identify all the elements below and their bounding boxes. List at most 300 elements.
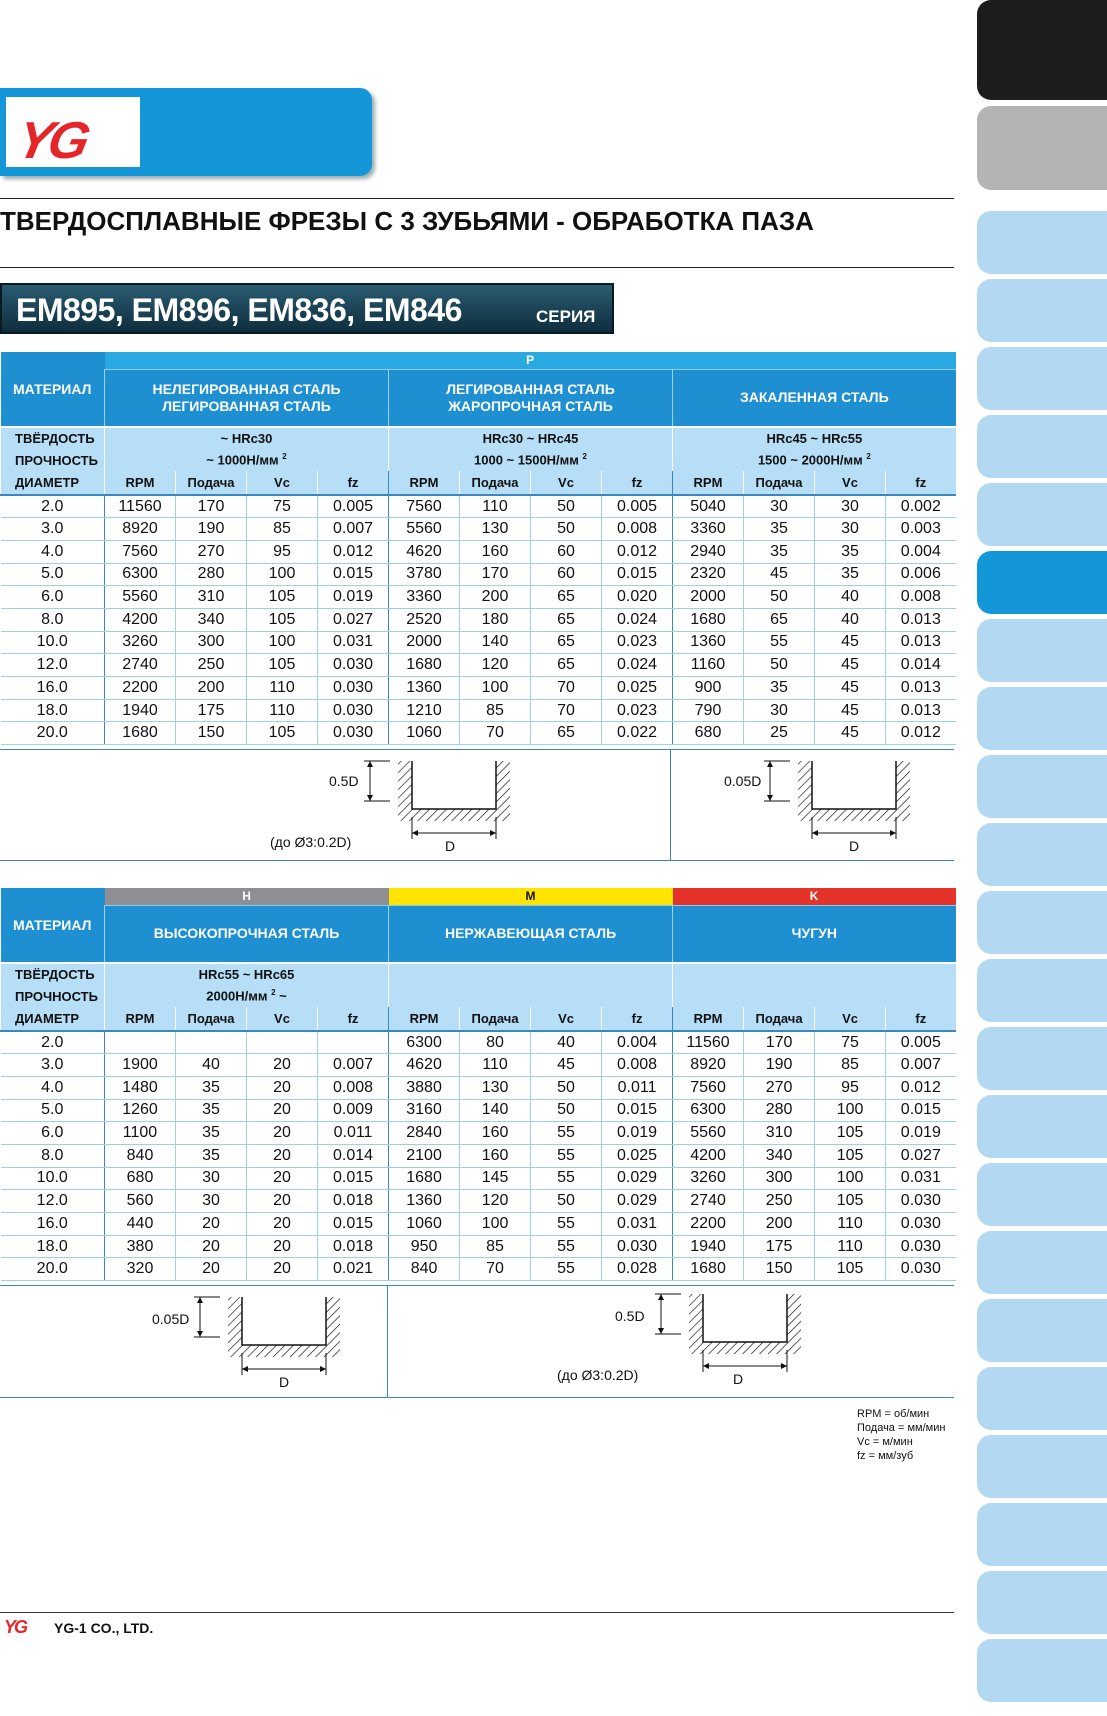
depth-label-4: 0.5D	[615, 1308, 645, 1324]
value-cell: 300	[176, 631, 247, 654]
value-cell: 105	[247, 722, 318, 745]
diameter-cell: 10.0	[1, 631, 105, 654]
value-cell: 340	[176, 608, 247, 631]
value-cell: 40	[815, 608, 886, 631]
table-row	[1, 677, 956, 700]
value-cell: 0.019	[886, 1122, 956, 1145]
side-tab[interactable]	[977, 551, 1107, 614]
value-cell: 2320	[673, 563, 744, 586]
value-cell: 0.008	[886, 586, 956, 609]
value-cell: 560	[105, 1190, 176, 1213]
value-cell: 2840	[389, 1122, 460, 1145]
side-tab[interactable]	[977, 279, 1107, 342]
value-cell: 70	[460, 722, 531, 745]
table-row	[1, 699, 956, 722]
value-cell: 55	[531, 1235, 602, 1258]
table-row	[1, 1122, 956, 1145]
value-cell: 2940	[673, 540, 744, 563]
value-cell: 85	[247, 518, 318, 541]
value-cell: 35	[176, 1076, 247, 1099]
diameter-cell: 5.0	[1, 1099, 105, 1122]
value-cell: 75	[247, 495, 318, 518]
column-header-vc: Vc	[531, 471, 602, 495]
value-cell: 5560	[105, 586, 176, 609]
value-cell: 0.003	[886, 518, 956, 541]
value-cell: 0.021	[318, 1258, 389, 1281]
value-cell: 20	[247, 1258, 318, 1281]
table-row	[1, 1144, 956, 1167]
value-cell: 160	[460, 1122, 531, 1145]
value-cell: 100	[815, 1099, 886, 1122]
value-cell: 0.013	[886, 608, 956, 631]
value-cell: 170	[460, 563, 531, 586]
table-row	[1, 722, 956, 745]
value-cell: 0.011	[318, 1122, 389, 1145]
diameter-label: ДИАМЕТР	[1, 1007, 105, 1031]
side-tab[interactable]	[977, 106, 1107, 190]
value-cell: 790	[673, 699, 744, 722]
hardness-1: ~ HRc30	[105, 427, 389, 449]
value-cell: 7560	[105, 540, 176, 563]
side-tab[interactable]	[977, 1163, 1107, 1226]
value-cell: 70	[460, 1258, 531, 1281]
side-tab[interactable]	[977, 347, 1107, 410]
column-header-vc: Vc	[247, 1007, 318, 1031]
material-label-2: МАТЕРИАЛ	[1, 888, 105, 963]
value-cell: 3880	[389, 1076, 460, 1099]
table-row	[1, 1031, 956, 1054]
diagram-divider-2	[387, 1285, 388, 1398]
column-header-fz: fz	[886, 1007, 956, 1031]
value-cell: 4620	[389, 540, 460, 563]
value-cell: 85	[815, 1054, 886, 1077]
value-cell: 1940	[105, 699, 176, 722]
material-group-3: ЗАКАЛЕННАЯ СТАЛЬ	[673, 369, 956, 427]
value-cell: 0.027	[886, 1144, 956, 1167]
value-cell: 40	[531, 1031, 602, 1054]
column-header-rpm: RPM	[389, 1007, 460, 1031]
value-cell: 60	[531, 563, 602, 586]
value-cell: 1210	[389, 699, 460, 722]
category-m: M	[389, 888, 673, 905]
value-cell: 0.013	[886, 631, 956, 654]
column-header-vc: Vc	[247, 471, 318, 495]
column-header-fz: fz	[886, 471, 956, 495]
value-cell: 35	[744, 540, 815, 563]
value-cell: 0.030	[318, 699, 389, 722]
value-cell: 0.029	[602, 1190, 673, 1213]
value-cell: 0.030	[886, 1213, 956, 1236]
category-h: H	[105, 888, 389, 905]
value-cell: 55	[744, 631, 815, 654]
column-header-rpm: RPM	[389, 471, 460, 495]
table-row	[1, 1167, 956, 1190]
value-cell: 6300	[673, 1099, 744, 1122]
value-cell: 35	[744, 518, 815, 541]
value-cell: 320	[105, 1258, 176, 1281]
diameter-cell: 8.0	[1, 1144, 105, 1167]
side-tab[interactable]	[977, 1095, 1107, 1158]
hardness-3: HRc45 ~ HRc55	[673, 427, 956, 449]
value-cell: 65	[531, 722, 602, 745]
value-cell: 160	[460, 540, 531, 563]
value-cell: 160	[460, 1144, 531, 1167]
table-row	[1, 586, 956, 609]
side-tab[interactable]	[977, 1027, 1107, 1090]
side-tab[interactable]	[977, 0, 1107, 100]
table-row	[1, 1258, 956, 1281]
diameter-cell: 18.0	[1, 699, 105, 722]
value-cell: 5560	[673, 1122, 744, 1145]
value-cell: 190	[744, 1054, 815, 1077]
value-cell: 30	[815, 495, 886, 518]
side-tab[interactable]	[977, 1571, 1107, 1634]
value-cell: 105	[247, 586, 318, 609]
value-cell: 100	[247, 563, 318, 586]
value-cell: 0.007	[318, 518, 389, 541]
value-cell: 3260	[105, 631, 176, 654]
diameter-cell: 20.0	[1, 1258, 105, 1281]
value-cell: 1900	[105, 1054, 176, 1077]
side-tab[interactable]	[977, 959, 1107, 1022]
value-cell: 1680	[673, 1258, 744, 1281]
value-cell: 50	[531, 1076, 602, 1099]
value-cell: 110	[247, 677, 318, 700]
value-cell: 0.018	[318, 1190, 389, 1213]
value-cell: 0.012	[602, 540, 673, 563]
table-row	[1, 563, 956, 586]
value-cell: 0.024	[602, 654, 673, 677]
side-tab[interactable]	[977, 1435, 1107, 1498]
value-cell: 85	[460, 699, 531, 722]
value-cell: 5560	[389, 518, 460, 541]
value-cell: 105	[247, 654, 318, 677]
value-cell: 0.030	[318, 677, 389, 700]
strength-3: 1500 ~ 2000Н/мм $^2$	[673, 449, 956, 471]
value-cell: 95	[815, 1076, 886, 1099]
value-cell: 170	[176, 495, 247, 518]
value-cell: 35	[744, 677, 815, 700]
value-cell: 1260	[105, 1099, 176, 1122]
side-tab[interactable]	[977, 1367, 1107, 1430]
value-cell: 2520	[389, 608, 460, 631]
value-cell: 20	[247, 1235, 318, 1258]
value-cell: 0.005	[318, 495, 389, 518]
value-cell: 55	[531, 1144, 602, 1167]
side-tab[interactable]	[977, 823, 1107, 886]
value-cell: 120	[460, 654, 531, 677]
hardness-h: HRc55 ~ HRc65	[105, 963, 389, 985]
footer-rule	[0, 1612, 954, 1613]
value-cell: 20	[176, 1213, 247, 1236]
value-cell: 70	[531, 699, 602, 722]
value-cell: 35	[176, 1099, 247, 1122]
value-cell: 105	[247, 608, 318, 631]
material-group-h: ВЫСОКОПРОЧНАЯ СТАЛЬ	[105, 905, 389, 963]
brand-banner	[0, 88, 372, 176]
value-cell: 0.025	[602, 1144, 673, 1167]
value-cell: 75	[815, 1031, 886, 1054]
column-header-rpm: RPM	[673, 471, 744, 495]
footer-logo: YG	[4, 1617, 27, 1637]
column-header-vc: Vc	[815, 471, 886, 495]
value-cell: 0.030	[318, 654, 389, 677]
value-cell: 150	[176, 722, 247, 745]
value-cell: 1940	[673, 1235, 744, 1258]
value-cell: 1360	[389, 1190, 460, 1213]
value-cell: 0.012	[886, 722, 956, 745]
value-cell: 20	[176, 1258, 247, 1281]
side-tab[interactable]	[977, 619, 1107, 682]
value-cell: 50	[744, 586, 815, 609]
value-cell: 45	[531, 1054, 602, 1077]
value-cell: 680	[105, 1167, 176, 1190]
strength-m	[389, 985, 673, 1007]
width-label-3: D	[279, 1374, 290, 1390]
side-tab[interactable]	[977, 483, 1107, 546]
value-cell: 170	[744, 1031, 815, 1054]
value-cell: 280	[744, 1099, 815, 1122]
value-cell: 0.008	[602, 518, 673, 541]
value-cell: 2740	[673, 1190, 744, 1213]
value-cell: 0.004	[602, 1031, 673, 1054]
diameter-cell: 20.0	[1, 722, 105, 745]
value-cell: 0.020	[602, 586, 673, 609]
value-cell: 0.031	[886, 1167, 956, 1190]
table-row	[1, 1099, 956, 1122]
value-cell: 310	[176, 586, 247, 609]
table-row	[1, 654, 956, 677]
value-cell: 55	[531, 1122, 602, 1145]
depth-label-1: 0.5D	[329, 773, 359, 789]
value-cell: 0.028	[602, 1258, 673, 1281]
value-cell: 7560	[673, 1076, 744, 1099]
value-cell	[105, 1031, 176, 1054]
value-cell: 20	[247, 1213, 318, 1236]
value-cell: 840	[389, 1258, 460, 1281]
diameter-cell: 16.0	[1, 677, 105, 700]
value-cell: 1160	[673, 654, 744, 677]
value-cell: 70	[531, 677, 602, 700]
diameter-cell: 2.0	[1, 495, 105, 518]
table-row	[1, 495, 956, 518]
value-cell: 140	[460, 1099, 531, 1122]
value-cell: 105	[815, 1122, 886, 1145]
value-cell: 25	[744, 722, 815, 745]
value-cell: 50	[744, 654, 815, 677]
value-cell: 0.031	[602, 1213, 673, 1236]
side-tab[interactable]	[977, 415, 1107, 478]
value-cell: 0.025	[602, 677, 673, 700]
table-row	[1, 608, 956, 631]
column-header-rpm: RPM	[105, 471, 176, 495]
diameter-cell: 10.0	[1, 1167, 105, 1190]
diagram-note-4: (до Ø3:0.2D)	[557, 1367, 639, 1383]
value-cell: 20	[247, 1167, 318, 1190]
value-cell: 900	[673, 677, 744, 700]
value-cell: 50	[531, 1099, 602, 1122]
value-cell: 65	[744, 608, 815, 631]
value-cell: 35	[815, 540, 886, 563]
table-row	[1, 631, 956, 654]
value-cell: 45	[815, 631, 886, 654]
value-cell: 105	[815, 1258, 886, 1281]
hardness-k	[673, 963, 956, 985]
diameter-cell: 4.0	[1, 1076, 105, 1099]
value-cell: 1360	[673, 631, 744, 654]
value-cell: 200	[460, 586, 531, 609]
value-cell: 2200	[105, 677, 176, 700]
series-word: СЕРИЯ	[536, 307, 596, 326]
value-cell: 85	[460, 1235, 531, 1258]
side-tab[interactable]	[977, 891, 1107, 954]
value-cell: 840	[105, 1144, 176, 1167]
value-cell: 175	[744, 1235, 815, 1258]
diagram-divider-1	[670, 749, 671, 861]
side-tab[interactable]	[977, 755, 1107, 818]
value-cell: 30	[176, 1167, 247, 1190]
column-header-fz: fz	[318, 471, 389, 495]
value-cell: 105	[815, 1144, 886, 1167]
column-header-rpm: RPM	[105, 1007, 176, 1031]
value-cell: 0.015	[602, 563, 673, 586]
diameter-cell: 3.0	[1, 1054, 105, 1077]
value-cell: 150	[744, 1258, 815, 1281]
value-cell: 30	[815, 518, 886, 541]
value-cell: 0.022	[602, 722, 673, 745]
value-cell: 4200	[105, 608, 176, 631]
value-cell: 7560	[389, 495, 460, 518]
diameter-cell: 12.0	[1, 1190, 105, 1213]
value-cell: 4620	[389, 1054, 460, 1077]
value-cell: 45	[815, 699, 886, 722]
width-label-2: D	[849, 838, 860, 854]
hardness-label-2: ТВЁРДОСТЬ	[1, 963, 105, 985]
value-cell: 250	[176, 654, 247, 677]
value-cell: 200	[176, 677, 247, 700]
value-cell: 3780	[389, 563, 460, 586]
diameter-label: ДИАМЕТР	[1, 471, 105, 495]
value-cell: 1680	[105, 722, 176, 745]
value-cell: 8920	[673, 1054, 744, 1077]
value-cell: 0.004	[886, 540, 956, 563]
value-cell: 3160	[389, 1099, 460, 1122]
value-cell: 4200	[673, 1144, 744, 1167]
column-header-fz: fz	[602, 471, 673, 495]
value-cell: 0.015	[602, 1099, 673, 1122]
side-tab[interactable]	[977, 1503, 1107, 1566]
value-cell: 110	[815, 1235, 886, 1258]
value-cell: 1060	[389, 1213, 460, 1236]
column-header-feed: Подача	[460, 1007, 531, 1031]
value-cell: 3360	[673, 518, 744, 541]
unit-feed: Подача = мм/мин	[857, 1422, 946, 1434]
value-cell: 65	[531, 608, 602, 631]
side-tab[interactable]	[977, 211, 1107, 274]
series-name: EM895, EM896, EM836, EM846	[16, 292, 462, 328]
column-header-fz: fz	[602, 1007, 673, 1031]
value-cell: 100	[247, 631, 318, 654]
value-cell: 1680	[389, 654, 460, 677]
slot-diagram-4	[611, 1290, 811, 1380]
value-cell: 120	[460, 1190, 531, 1213]
value-cell	[176, 1031, 247, 1054]
column-header-feed: Подача	[176, 1007, 247, 1031]
diameter-cell: 5.0	[1, 563, 105, 586]
side-tab[interactable]	[977, 1299, 1107, 1362]
value-cell: 45	[815, 722, 886, 745]
value-cell: 65	[531, 586, 602, 609]
value-cell: 110	[815, 1213, 886, 1236]
value-cell: 0.023	[602, 631, 673, 654]
depth-label-2: 0.05D	[724, 773, 762, 789]
material-group-k: ЧУГУН	[673, 905, 956, 963]
value-cell: 0.030	[886, 1190, 956, 1213]
value-cell: 0.008	[318, 1076, 389, 1099]
diameter-cell: 16.0	[1, 1213, 105, 1236]
value-cell: 35	[176, 1122, 247, 1145]
value-cell: 0.009	[318, 1099, 389, 1122]
value-cell: 250	[744, 1190, 815, 1213]
value-cell: 30	[744, 495, 815, 518]
side-tab[interactable]	[977, 1639, 1107, 1702]
value-cell: 145	[460, 1167, 531, 1190]
value-cell: 45	[744, 563, 815, 586]
value-cell: 0.012	[318, 540, 389, 563]
side-tab[interactable]	[977, 687, 1107, 750]
material-label: МАТЕРИАЛ	[1, 352, 105, 427]
depth-label-3: 0.05D	[152, 1311, 190, 1327]
side-tab[interactable]	[977, 1231, 1107, 1294]
value-cell: 0.018	[318, 1235, 389, 1258]
value-cell: 0.012	[886, 1076, 956, 1099]
strength-h: 2000Н/мм $^2$ ~	[105, 985, 389, 1007]
value-cell: 1360	[389, 677, 460, 700]
diameter-cell: 2.0	[1, 1031, 105, 1054]
material-group-1: НЕЛЕГИРОВАННАЯ СТАЛЬ ЛЕГИРОВАННАЯ СТАЛЬ	[105, 369, 389, 427]
column-header-vc: Vc	[815, 1007, 886, 1031]
value-cell: 0.015	[318, 1167, 389, 1190]
value-cell: 0.023	[602, 699, 673, 722]
value-cell: 110	[247, 699, 318, 722]
value-cell: 40	[176, 1054, 247, 1077]
value-cell: 0.014	[318, 1144, 389, 1167]
column-header-rpm: RPM	[673, 1007, 744, 1031]
value-cell: 0.014	[886, 654, 956, 677]
page-title: ТВЕРДОСПЛАВНЫЕ ФРЕЗЫ С 3 ЗУБЬЯМИ - ОБРАБОТКА ПАЗА	[0, 206, 814, 236]
column-header-feed: Подача	[460, 471, 531, 495]
value-cell: 0.031	[318, 631, 389, 654]
value-cell: 2200	[673, 1213, 744, 1236]
value-cell: 20	[247, 1190, 318, 1213]
value-cell: 3360	[389, 586, 460, 609]
value-cell: 105	[815, 1190, 886, 1213]
value-cell: 2000	[389, 631, 460, 654]
value-cell: 5040	[673, 495, 744, 518]
units-legend	[857, 1407, 945, 1463]
value-cell: 110	[460, 1054, 531, 1077]
value-cell: 35	[815, 563, 886, 586]
table-row	[1, 1235, 956, 1258]
value-cell: 270	[744, 1076, 815, 1099]
value-cell: 280	[176, 563, 247, 586]
value-cell	[247, 1031, 318, 1054]
value-cell: 270	[176, 540, 247, 563]
value-cell: 20	[247, 1099, 318, 1122]
table-row	[1, 1213, 956, 1236]
value-cell: 0.029	[602, 1167, 673, 1190]
value-cell: 2740	[105, 654, 176, 677]
